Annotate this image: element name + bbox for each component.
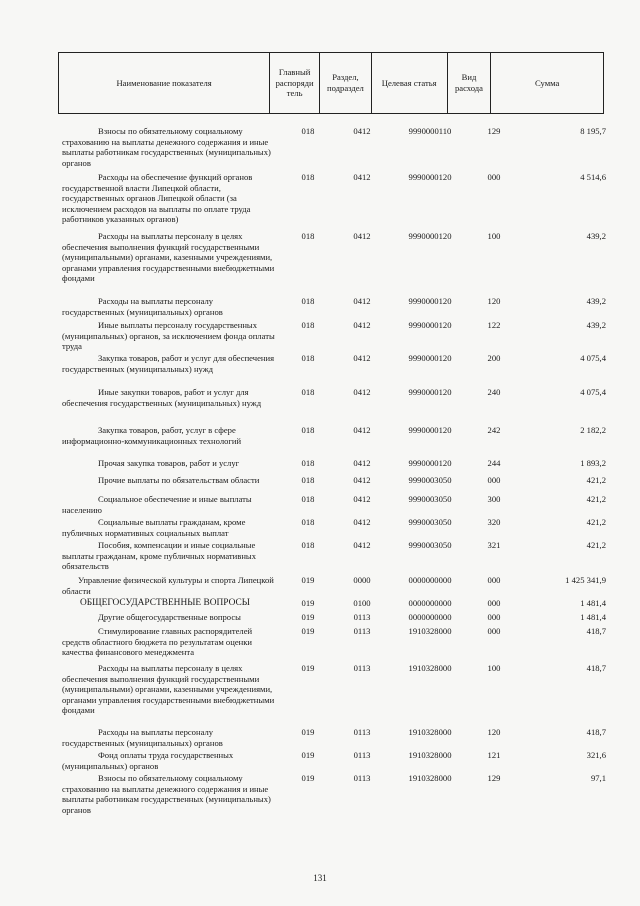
row-vid: 121 (487, 750, 501, 760)
row-glav: 018 (301, 387, 315, 397)
row-name: Прочая закупка товаров, работ и услуг (98, 458, 240, 468)
row-cel: 9990000120 (408, 320, 452, 330)
row-name: Закупка товаров, работ, услуг в сфере информационно-коммуникационных технологий (62, 425, 242, 446)
row-sum: 97,1 (590, 773, 606, 783)
row-sum: 1 481,4 (580, 612, 606, 622)
row-glav: 018 (301, 540, 315, 550)
row-glav: 019 (301, 626, 315, 636)
row-razd: 0113 (353, 663, 371, 673)
row-vid: 100 (487, 663, 501, 673)
row-sum: 4 514,6 (580, 172, 606, 182)
table-header (58, 52, 604, 114)
row-sum: 421,2 (586, 517, 606, 527)
row-name: Иные закупки товаров, работ и услуг для обеспечения государственных (муниципальных) нужд (62, 387, 262, 408)
row-cel: 1910328000 (408, 773, 452, 783)
row-vid: 129 (487, 773, 501, 783)
row-cel: 1910328000 (408, 626, 452, 636)
row-vid: 129 (487, 126, 501, 136)
row-name: ОБЩЕГОСУДАРСТВЕННЫЕ ВОПРОСЫ (80, 598, 250, 608)
row-glav: 018 (301, 172, 315, 182)
row-cel: 1910328000 (408, 750, 452, 760)
row-glav: 019 (301, 773, 315, 783)
row-name: Взносы по обязательному социальному страхованию на выплаты денежного содержания и иные выплаты работникам государственных (муниципальных) органов (62, 773, 271, 815)
row-razd: 0113 (353, 750, 371, 760)
row-vid: 120 (487, 727, 501, 737)
row-razd: 0113 (353, 612, 371, 622)
row-vid: 244 (487, 458, 501, 468)
row-razd: 0412 (353, 475, 371, 485)
row-sum: 321,6 (586, 750, 606, 760)
row-sum: 439,2 (586, 231, 606, 241)
row-razd: 0412 (353, 458, 371, 468)
row-razd: 0412 (353, 425, 371, 435)
row-cel: 9990003050 (408, 494, 452, 504)
row-name: Фонд оплаты труда государственных (муниципальных) органов (62, 750, 234, 771)
row-glav: 018 (301, 475, 315, 485)
row-cel: 9990003050 (408, 475, 452, 485)
row-cel: 9990000120 (408, 353, 452, 363)
row-cel: 9990000120 (408, 172, 452, 182)
row-sum: 418,7 (586, 727, 606, 737)
row-sum: 418,7 (586, 626, 606, 636)
row-name: Социальные выплаты гражданам, кроме публичных нормативных социальных выплат (62, 517, 246, 538)
header-sum: Сумма (535, 77, 560, 88)
row-razd: 0113 (353, 773, 371, 783)
row-glav: 019 (301, 575, 315, 585)
row-name: Расходы на выплаты персоналу государственных (муниципальных) органов (62, 296, 223, 317)
row-vid: 000 (487, 626, 501, 636)
row-glav: 018 (301, 126, 315, 136)
row-name: Расходы на обеспечение функций органов государственной власти Липецкой области, государственных органов Липецкой области (за исключением расходов на выплаты по оплате труда работников указанных органов) (62, 172, 253, 224)
row-sum: 421,2 (586, 475, 606, 485)
row-sum: 439,2 (586, 320, 606, 330)
row-razd: 0412 (353, 517, 371, 527)
row-vid: 320 (487, 517, 501, 527)
row-razd: 0100 (353, 598, 371, 608)
row-sum: 418,7 (586, 663, 606, 673)
row-razd: 0412 (353, 353, 371, 363)
row-razd: 0113 (353, 626, 371, 636)
row-glav: 018 (301, 494, 315, 504)
row-glav: 018 (301, 353, 315, 363)
row-vid: 240 (487, 387, 501, 397)
row-vid: 321 (487, 540, 501, 550)
row-sum: 1 481,4 (580, 598, 606, 608)
row-razd: 0412 (353, 172, 371, 182)
row-glav: 018 (301, 458, 315, 468)
row-razd: 0412 (353, 494, 371, 504)
row-name: Расходы на выплаты персоналу в целях обеспечения выполнения функций государственными (муниципальными) органами, казенными учреждениями, органами управления государственными внебюджетными фондами (62, 663, 275, 715)
row-cel: 1910328000 (408, 727, 452, 737)
row-razd: 0412 (353, 231, 371, 241)
page-number: 131 (313, 873, 327, 883)
row-name: Стимулирование главных распорядителей средств областного бюджета по результатам оценки качества финансового менеджмента (62, 626, 253, 657)
header-name: Наименование показателя (59, 53, 270, 113)
row-cel: 9990000120 (408, 231, 452, 241)
row-razd: 0412 (353, 296, 371, 306)
row-glav: 019 (301, 598, 315, 608)
row-razd: 0000 (353, 575, 371, 585)
header-razd: Раздел, подраздел (320, 53, 372, 113)
row-vid: 000 (487, 475, 501, 485)
row-razd: 0412 (353, 126, 371, 136)
row-name: Расходы на выплаты персоналу в целях обеспечения выполнения функций государственными (муниципальными) органами, казенными учреждениями, органами управления государственными внебюджетными фондами (62, 231, 275, 283)
row-vid: 000 (487, 172, 501, 182)
row-name: Взносы по обязательному социальному страхованию на выплаты денежного содержания и иные выплаты работникам государственных (муниципальных) органов (62, 126, 271, 168)
row-sum: 4 075,4 (580, 353, 606, 363)
row-cel: 9990000120 (408, 296, 452, 306)
row-glav: 018 (301, 425, 315, 435)
row-glav: 018 (301, 320, 315, 330)
row-sum: 8 195,7 (580, 126, 606, 136)
row-name: Управление физической культуры и спорта Липецкой области (62, 575, 274, 596)
row-glav: 018 (301, 296, 315, 306)
row-cel: 9990003050 (408, 517, 452, 527)
header-vid: Вид расхода (448, 53, 492, 113)
row-glav: 018 (301, 231, 315, 241)
row-sum: 421,2 (586, 494, 606, 504)
row-glav: 019 (301, 727, 315, 737)
row-cel: 9990000110 (408, 126, 452, 136)
row-name: Закупка товаров, работ и услуг для обеспечения государственных (муниципальных) нужд (62, 353, 275, 374)
row-vid: 300 (487, 494, 501, 504)
row-name: Иные выплаты персоналу государственных (муниципальных) органов, за исключением фонда оплаты труда (62, 320, 275, 351)
row-glav: 018 (301, 517, 315, 527)
row-razd: 0412 (353, 540, 371, 550)
row-vid: 000 (487, 598, 501, 608)
row-razd: 0412 (353, 387, 371, 397)
header-cel: Целевая статья (372, 53, 448, 113)
row-name: Расходы на выплаты персоналу государственных (муниципальных) органов (62, 727, 223, 748)
row-sum: 2 182,2 (580, 425, 606, 435)
row-cel: 0000000000 (408, 598, 452, 608)
row-sum: 439,2 (586, 296, 606, 306)
row-sum: 1 893,2 (580, 458, 606, 468)
row-glav: 019 (301, 663, 315, 673)
row-razd: 0412 (353, 320, 371, 330)
row-glav: 019 (301, 612, 315, 622)
header-glav: Главный распоряди тель (270, 53, 320, 113)
row-sum: 421,2 (586, 540, 606, 550)
row-vid: 000 (487, 575, 501, 585)
row-name: Социальное обеспечение и иные выплаты населению (62, 494, 252, 515)
row-vid: 242 (487, 425, 501, 435)
row-sum: 4 075,4 (580, 387, 606, 397)
row-sum: 1 425 341,9 (565, 575, 606, 585)
row-cel: 0000000000 (408, 612, 452, 622)
row-cel: 9990003050 (408, 540, 452, 550)
row-cel: 9990000120 (408, 425, 452, 435)
row-name: Прочие выплаты по обязательствам области (98, 475, 260, 485)
row-vid: 000 (487, 612, 501, 622)
row-name: Другие общегосударственные вопросы (98, 612, 241, 622)
row-cel: 9990000120 (408, 387, 452, 397)
row-vid: 122 (487, 320, 501, 330)
row-vid: 120 (487, 296, 501, 306)
row-name: Пособия, компенсации и иные социальные выплаты гражданам, кроме публичных нормативных обязательств (62, 540, 256, 571)
row-razd: 0113 (353, 727, 371, 737)
row-cel: 0000000000 (408, 575, 452, 585)
row-cel: 9990000120 (408, 458, 452, 468)
row-glav: 019 (301, 750, 315, 760)
row-vid: 200 (487, 353, 501, 363)
row-vid: 100 (487, 231, 501, 241)
row-cel: 1910328000 (408, 663, 452, 673)
